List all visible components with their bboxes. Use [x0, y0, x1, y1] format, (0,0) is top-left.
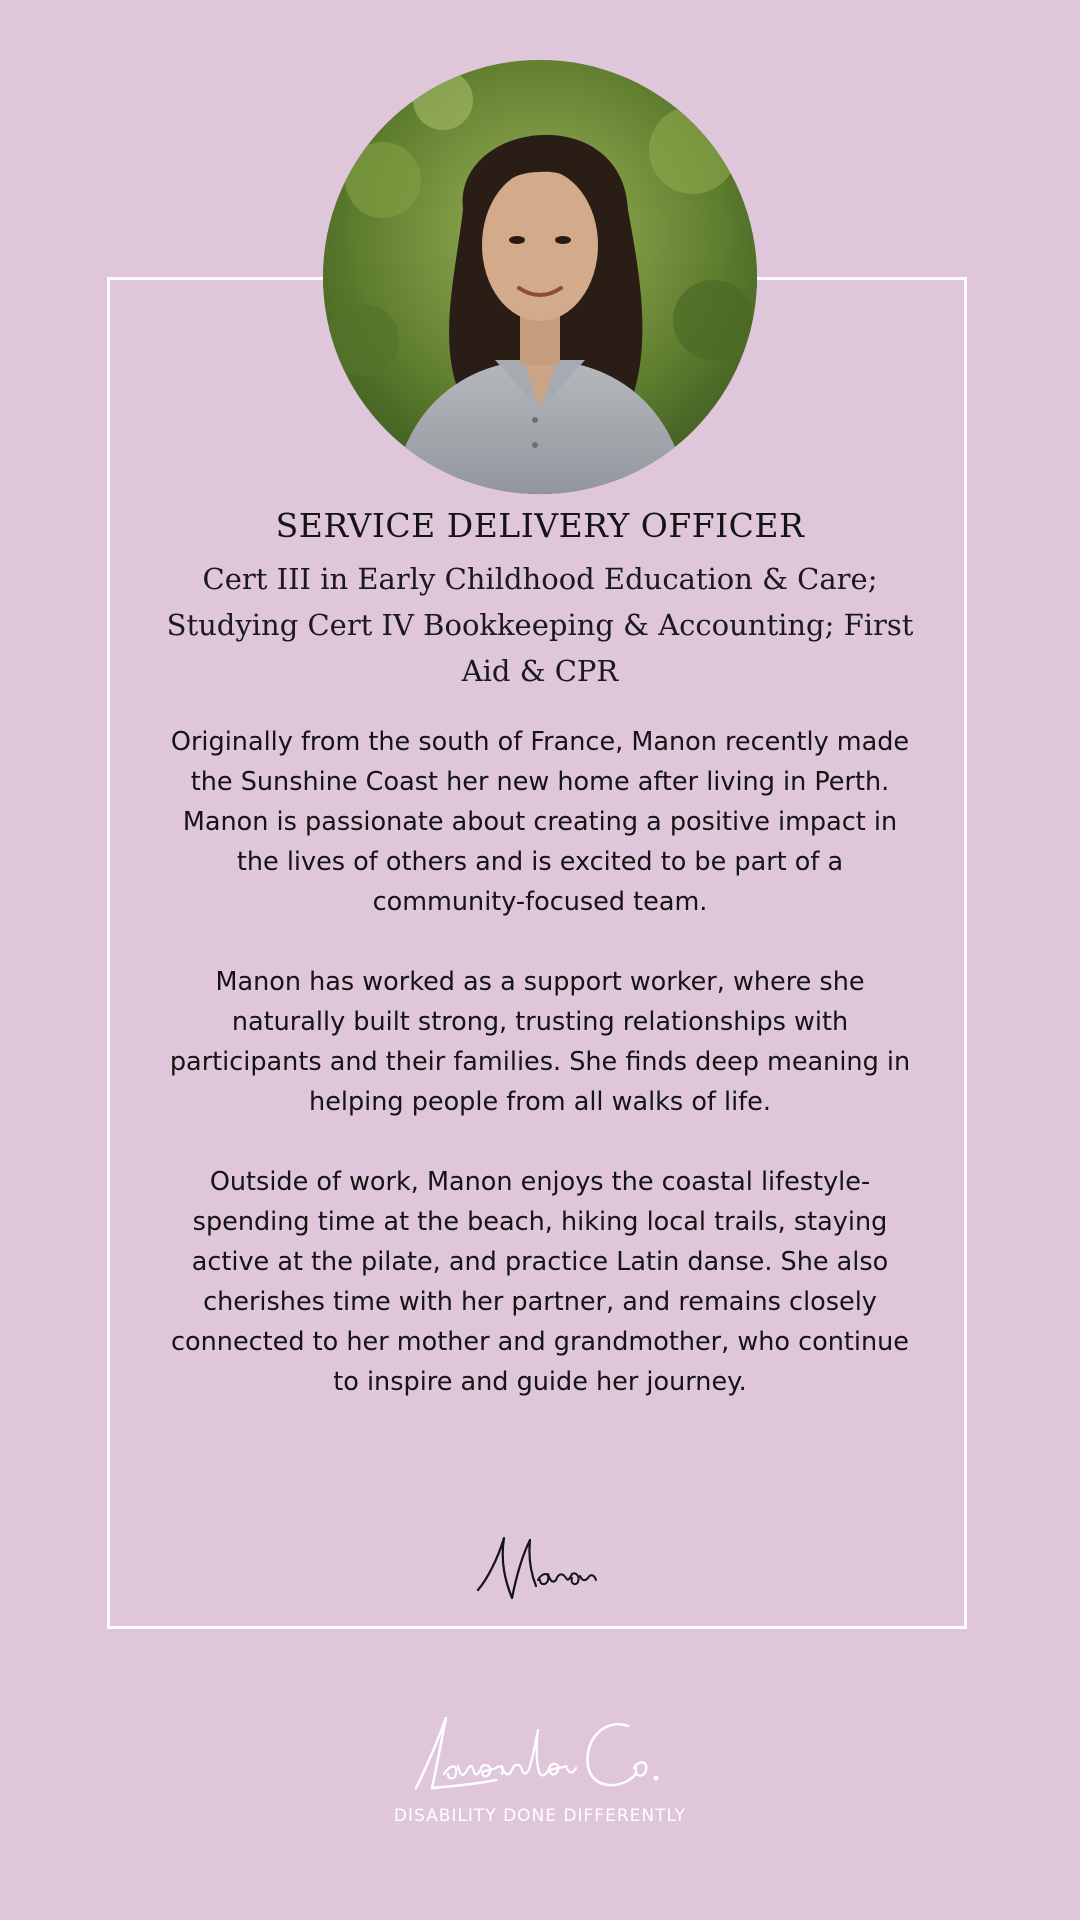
brand-logo [396, 1708, 686, 1807]
bio-paragraph-3: Outside of work, Manon enjoys the coastal lifestyle- spending time at the beach, hiking local trails, staying active at the pilate, and practice Latin danse. She also cherishes time with her partner, and remains closely connected to her mother and grandmother, who continue to inspire and guide her journey. [171, 1167, 909, 1397]
bio-paragraph-1: Originally from the south of France, Manon recently made the Sunshine Coast her new home after living in Perth. Manon is passionate about creating a positive impact in the lives of others and is excited to be part of a community-focused team. [170, 727, 910, 917]
bio [160, 722, 920, 1442]
bio-paragraph-2: Manon has worked as a support worker, where she naturally built strong, trusting relationships with participants and their families. She finds deep meaning in helping people from all walks of life. [169, 967, 911, 1117]
profile-photo [323, 60, 757, 494]
signature [470, 1528, 610, 1612]
job-title: SERVICE DELIVERY OFFICER [275, 506, 805, 545]
brand-logo-text [686, 1708, 687, 1709]
brand-tagline: DISABILITY DONE DIFFERENTLY [393, 1806, 687, 1826]
qualifications: Cert III in Early Childhood Education & Care; Studying Cert IV Bookkeeping & Accounting; First Aid & CPR [166, 562, 914, 688]
